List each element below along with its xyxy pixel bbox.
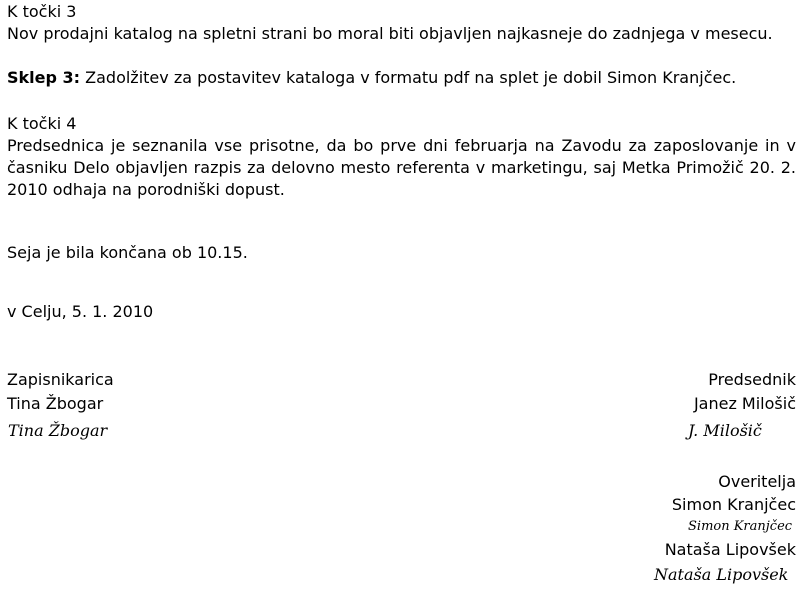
- recorder-title: Zapisnikarica: [7, 370, 114, 389]
- section4-heading: K točki 4: [7, 114, 77, 133]
- chair-name: Janez Milošič: [693, 394, 796, 413]
- conclusion-label: Sklep 3:: [7, 68, 81, 87]
- chair-signature: J. Milošič: [688, 421, 762, 440]
- verifiers-title: Overitelja: [718, 472, 796, 491]
- chair-title: Predsednik: [708, 370, 796, 389]
- section3-heading: K točki 3: [7, 2, 77, 21]
- verifier2-name: Nataša Lipovšek: [664, 540, 796, 559]
- verifier1-signature: Simon Kranjčec: [688, 519, 793, 534]
- section3-conclusion: [7, 67, 802, 89]
- recorder-signature: Tina Žbogar: [8, 421, 108, 440]
- recorder-name: Tina Žbogar: [7, 394, 104, 413]
- verifier2-signature: Nataša Lipovšek: [654, 565, 789, 584]
- verifier1-name: Simon Kranjčec: [671, 495, 796, 514]
- closing-line: Seja je bila končana ob 10.15.: [7, 243, 248, 262]
- place-date: v Celju, 5. 1. 2010: [7, 302, 154, 321]
- section3-text: Nov prodajni katalog na spletni strani bo moral biti objavljen najkasneje do zadnjega v mesecu.: [7, 24, 773, 43]
- section4-text: Predsednica je seznanila vse prisotne, da bo prve dni februarja na Zavodu za zaposlovanje in v časniku Delo objavljen razpis za delovno mesto referenta v marketingu, saj Metka Primožič 20. 2. 2010 odhaja na porodniški dopust.: [7, 136, 796, 199]
- conclusion-text: Zadolžitev za postavitev kataloga v formatu pdf na splet je dobil Simon Kranjčec.: [80, 68, 737, 87]
